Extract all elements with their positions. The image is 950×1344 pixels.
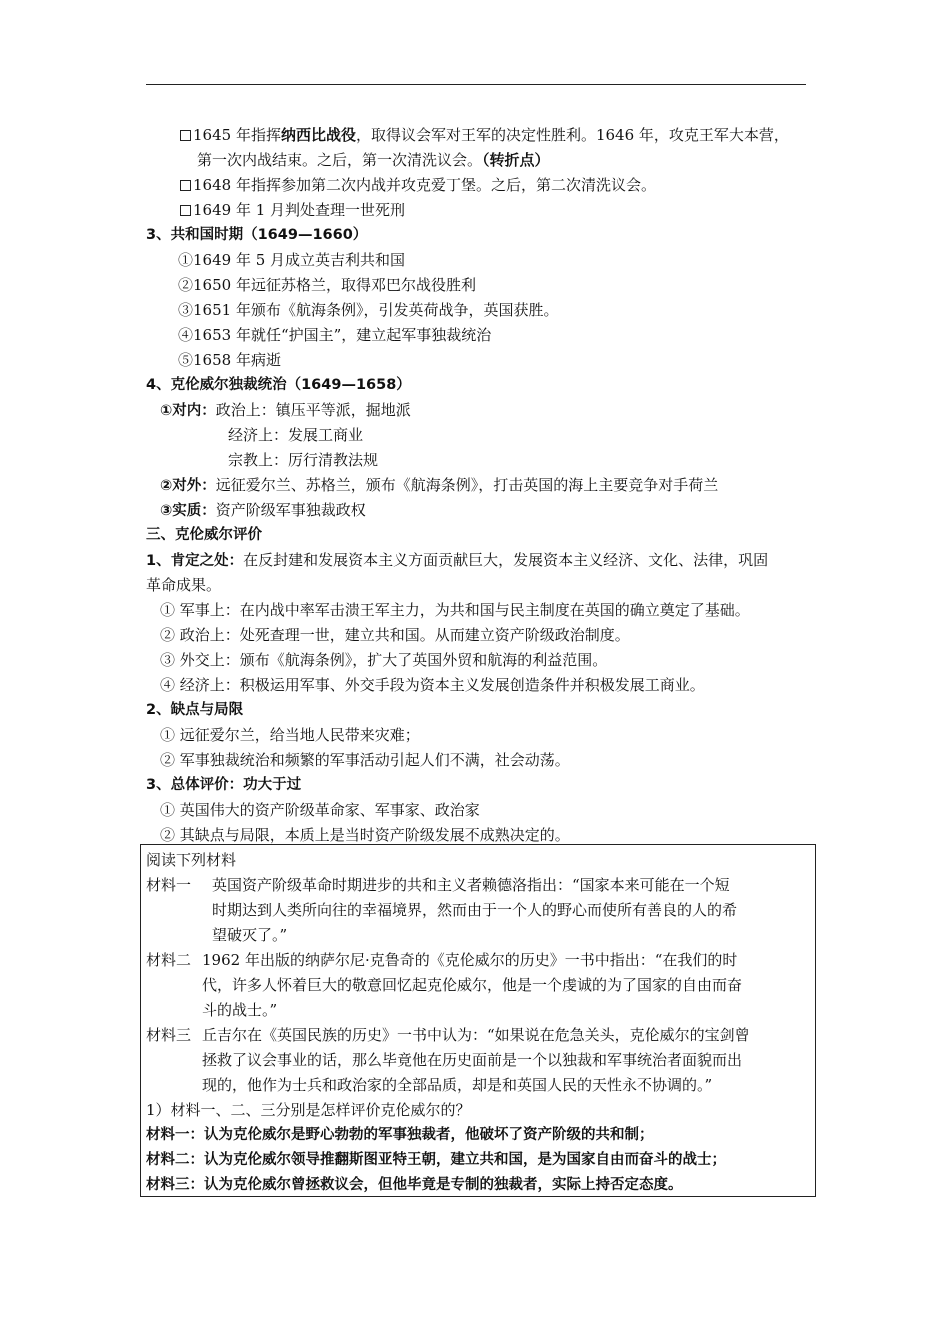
question: 1）材料一、二、三分别是怎样评价克伦威尔的？	[146, 1101, 471, 1119]
list-item: 1645 年指挥纳西比战役，取得议会军对王军的决定性胜利。1646 年，攻克王军大本营，	[180, 126, 789, 145]
checkbox-icon	[180, 205, 191, 216]
paragraph: 1、肯定之处：在反封建和发展资本主义方面贡献巨大，发展资本主义经济、文化、法律，巩固	[146, 551, 769, 569]
list-item-continued: 第一次内战结束。之后，第一次清洗议会。（转折点）	[197, 151, 550, 169]
list-item: ① 英国伟大的资产阶级革命家、军事家、政治家	[160, 801, 480, 819]
section-heading: 3、共和国时期（1649—1660）	[146, 227, 368, 243]
material-text: 时期达到人类所向往的幸福境界，然而由于一个人的野心而使所有善良的人的希	[212, 901, 738, 919]
material-text: 代，许多人怀着巨大的敬意回忆起克伦威尔，他是一个虔诚的为了国家的自由而奋	[202, 976, 743, 994]
answer: 材料二：认为克伦威尔领导推翻斯图亚特王朝，建立共和国，是为国家自由而奋斗的战士；	[146, 1152, 726, 1168]
list-item: ②对外：远征爱尔兰、苏格兰，颁布《航海条例》，打击英国的海上主要竞争对手荷兰	[160, 476, 719, 494]
section-heading: 三、克伦威尔评价	[146, 527, 262, 543]
list-item: 1649 年 1 月判处查理一世死刑	[180, 201, 405, 220]
material-text: 拯救了议会事业的话，那么毕竟他在历史面前是一个以独裁和军事统治者面貌而出	[202, 1051, 743, 1069]
material-text: 斗的战士。”	[202, 1001, 278, 1019]
box-heading: 阅读下列材料	[146, 851, 237, 869]
answer: 材料三：认为克伦威尔曾拯救议会，但他毕竟是专制的独裁者，实际上持否定态度。	[146, 1177, 683, 1193]
list-item: ⑤1658 年病逝	[178, 351, 281, 369]
material-text: 英国资产阶级革命时期进步的共和主义者赖德洛指出：“国家本来可能在一个短	[212, 876, 730, 894]
list-item: ② 政治上：处死查理一世，建立共和国。从而建立资产阶级政治制度。	[160, 626, 630, 644]
header-rule	[146, 84, 806, 85]
list-item: 宗教上：厉行清教法规	[228, 451, 379, 469]
list-item: ③实质：资产阶级军事独裁政权	[160, 501, 366, 519]
list-item: 经济上：发展工商业	[228, 426, 364, 444]
list-item: ① 远征爱尔兰，给当地人民带来灾难；	[160, 726, 420, 744]
answer: 材料一：认为克伦威尔是野心勃勃的军事独裁者，他破坏了资产阶级的共和制；	[146, 1127, 654, 1143]
material-text: 丘吉尔在《英国民族的历史》一书中认为：“如果说在危急关头，克伦威尔的宝剑曾	[202, 1026, 750, 1044]
material-label: 材料三	[146, 1026, 192, 1044]
material-text: 1962 年出版的纳萨尔尼·克鲁奇的《克伦威尔的历史》一书中指出：“在我们的时	[202, 951, 738, 969]
list-item: ①对内：政治上：镇压平等派，掘地派	[160, 401, 411, 419]
material-label: 材料二	[146, 951, 192, 969]
section-heading: 3、总体评价：功大于过	[146, 777, 302, 793]
list-item: ④1653 年就任“护国主”，建立起军事独裁统治	[178, 326, 492, 344]
list-item: ④ 经济上：积极运用军事、外交手段为资本主义发展创造条件并积极发展工商业。	[160, 676, 705, 694]
paragraph-continued: 革命成果。	[146, 576, 222, 594]
material-text: 现的，他作为士兵和政治家的全部品质，却是和英国人民的天性永不协调的。”	[202, 1076, 713, 1094]
list-item: ② 军事独裁统治和频繁的军事活动引起人们不满，社会动荡。	[160, 751, 570, 769]
material-text: 望破灭了。”	[212, 926, 288, 944]
section-heading: 2、缺点与局限	[146, 702, 244, 718]
list-item: ①1649 年 5 月成立英吉利共和国	[178, 251, 406, 269]
list-item: ③1651 年颁布《航海条例》，引发英荷战争，英国获胜。	[178, 301, 559, 319]
list-item: 1648 年指挥参加第二次内战并攻克爱丁堡。之后，第二次清洗议会。	[180, 176, 656, 195]
list-item: ③ 外交上：颁布《航海条例》，扩大了英国外贸和航海的利益范围。	[160, 651, 608, 669]
list-item: ② 其缺点与局限，本质上是当时资产阶级发展不成熟决定的。	[160, 826, 570, 844]
checkbox-icon	[180, 180, 191, 191]
material-label: 材料一	[146, 876, 192, 894]
section-heading: 4、克伦威尔独裁统治（1649—1658）	[146, 377, 411, 393]
list-item: ① 军事上：在内战中率军击溃王军主力，为共和国与民主制度在英国的确立奠定了基础。	[160, 601, 750, 619]
list-item: ②1650 年远征苏格兰，取得邓巴尔战役胜利	[178, 276, 476, 294]
checkbox-icon	[180, 130, 191, 141]
